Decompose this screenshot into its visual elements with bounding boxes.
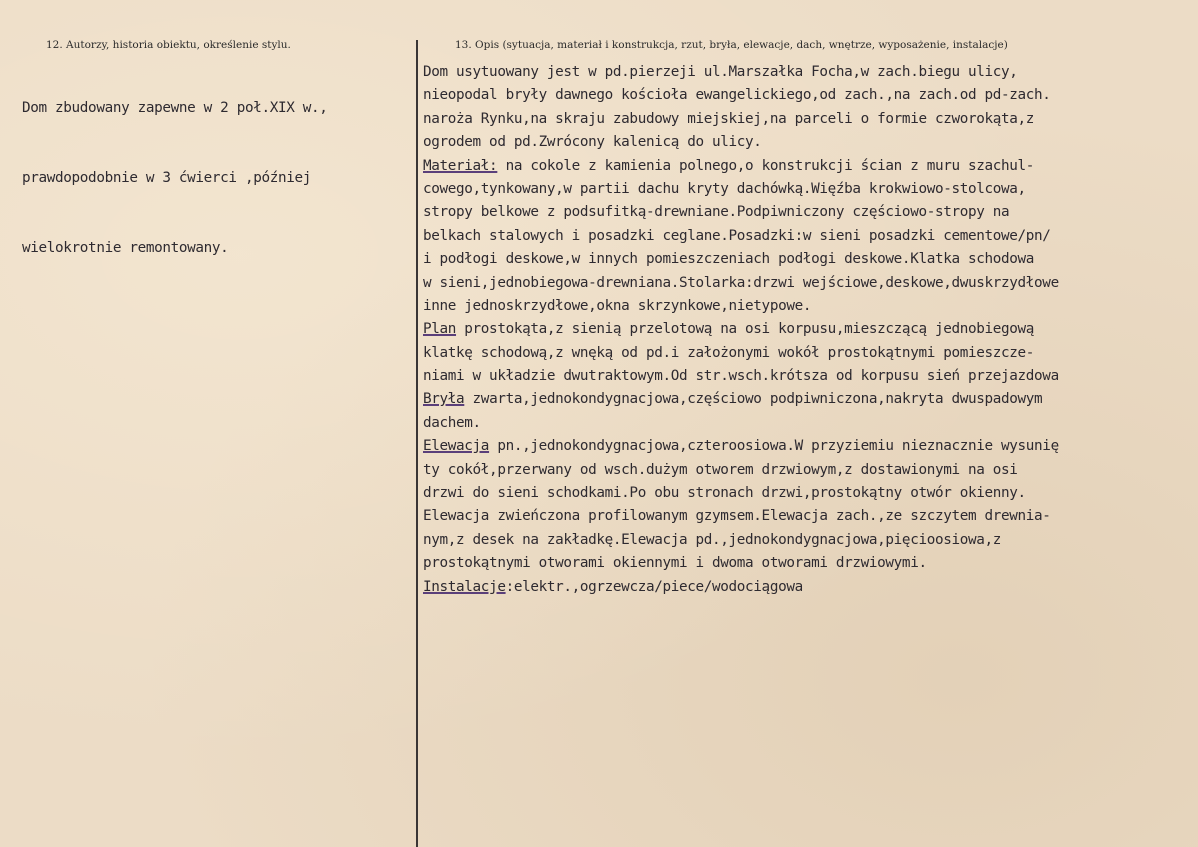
column-divider	[416, 40, 418, 847]
line-text: dachem.	[423, 414, 481, 431]
text-line	[423, 155, 1059, 178]
section-12-text	[22, 50, 328, 307]
text-line	[423, 108, 1059, 131]
text-line	[423, 318, 1059, 341]
text-line	[423, 272, 1059, 295]
text-line: prawdopodobnie w 3 ćwierci ,później	[22, 170, 312, 187]
line-text: klatkę schodową,z wnęką od pd.i założonymi wokół prostokątnymi pomieszcze-	[423, 344, 1035, 361]
line-text: na cokole z kamienia polnego,o konstrukcji ścian z muru szachul-	[497, 157, 1035, 174]
section-label: Materiał:	[423, 157, 498, 174]
section-label: Bryła	[423, 391, 465, 408]
text-line	[423, 178, 1059, 201]
text-line	[423, 84, 1059, 107]
line-text: cowego,tynkowany,w partii dachu kryty dachówką.Więźba krokwiowo-stolcowa,	[423, 180, 1026, 197]
text-line: wielokrotnie remontowany.	[22, 240, 229, 257]
text-line	[423, 225, 1059, 248]
line-text: ty cokół,przerwany od wsch.dużym otworem drzwiowym,z dostawionymi na osi	[423, 461, 1018, 478]
text-line	[423, 388, 1059, 411]
text-line	[423, 365, 1059, 388]
line-text: pn.,jednokondygnacjowa,czteroosiowa.W przyziemiu nieznacznie wysunię	[489, 438, 1059, 455]
text-line	[423, 459, 1059, 482]
line-text: :elektr.,ogrzewcza/piece/wodociągowa	[505, 578, 803, 595]
section-13-text	[423, 61, 1059, 599]
line-text: stropy belkowe z podsufitką-drewniane.Podpiwniczony częściowo-stropy na	[423, 204, 1010, 221]
line-text: naroża Rynku,na skraju zabudowy miejskiej,na parceli o formie czworokąta,z	[423, 110, 1035, 127]
line-text: niami w układzie dwutraktowym.Od str.wsch.krótsza od korpusu sień przejazdowa	[423, 368, 1059, 385]
line-text: nieopodal bryły dawnego kościoła ewangelickiego,od zach.,na zach.od pd-zach.	[423, 87, 1051, 104]
text-line	[423, 61, 1059, 84]
line-text: zwarta,jednokondygnacjowa,częściowo podpiwniczona,nakryta dwuspadowym	[464, 391, 1043, 408]
text-line: Dom zbudowany zapewne w 2 poł.XIX w.,	[22, 99, 328, 116]
line-text: Dom usytuowany jest w pd.pierzeji ul.Marszałka Focha,w zach.biegu ulicy,	[423, 64, 1018, 80]
line-text: prostokątnymi otworami okiennymi i dwoma otworami drzwiowymi.	[423, 555, 927, 572]
text-line	[423, 201, 1059, 224]
text-line	[423, 412, 1059, 435]
line-text: Elewacja zwieńczona profilowanym gzymsem.Elewacja zach.,ze szczytem drewnia-	[423, 508, 1051, 525]
line-text: belkach stalowych i posadzki ceglane.Posadzki:w sieni posadzki cementowe/pn/	[423, 227, 1051, 244]
text-line	[423, 482, 1059, 505]
text-line	[423, 248, 1059, 271]
text-line	[423, 435, 1059, 458]
text-line	[423, 342, 1059, 365]
line-text: inne jednoskrzydłowe,okna skrzynkowe,nietypowe.	[423, 297, 812, 314]
section-12-header: 12. Autorzy, historia obiektu, określenie stylu.	[46, 39, 291, 51]
text-line	[423, 505, 1059, 528]
text-line	[423, 576, 1059, 599]
line-text: drzwi do sieni schodkami.Po obu stronach drzwi,prostokątny otwór okienny.	[423, 485, 1026, 502]
text-line	[423, 131, 1059, 154]
line-text: prostokąta,z sienią przelotową na osi korpusu,mieszczącą jednobiegową	[456, 321, 1035, 338]
line-text: w sieni,jednobiegowa-drewniana.Stolarka:drzwi wejściowe,deskowe,dwuskrzydłowe	[423, 274, 1059, 291]
text-line	[423, 529, 1059, 552]
section-label: Elewacja	[423, 438, 490, 455]
text-line	[423, 295, 1059, 318]
section-label: Plan	[423, 321, 457, 338]
line-text: i podłogi deskowe,w innych pomieszczeniach podłogi deskowe.Klatka schodowa	[423, 251, 1035, 268]
line-text: nym,z desek na zakładkę.Elewacja pd.,jednokondygnacjowa,pięcioosiowa,z	[423, 531, 1002, 548]
section-label: Instalacje	[423, 578, 506, 595]
section-13-header: 13. Opis (sytuacja, materiał i konstrukcja, rzut, bryła, elewacje, dach, wnętrze, wyposażenie, instalacje)	[455, 39, 1008, 51]
text-line	[423, 552, 1059, 575]
line-text: ogrodem od pd.Zwrócony kalenicą do ulicy.	[423, 134, 762, 151]
